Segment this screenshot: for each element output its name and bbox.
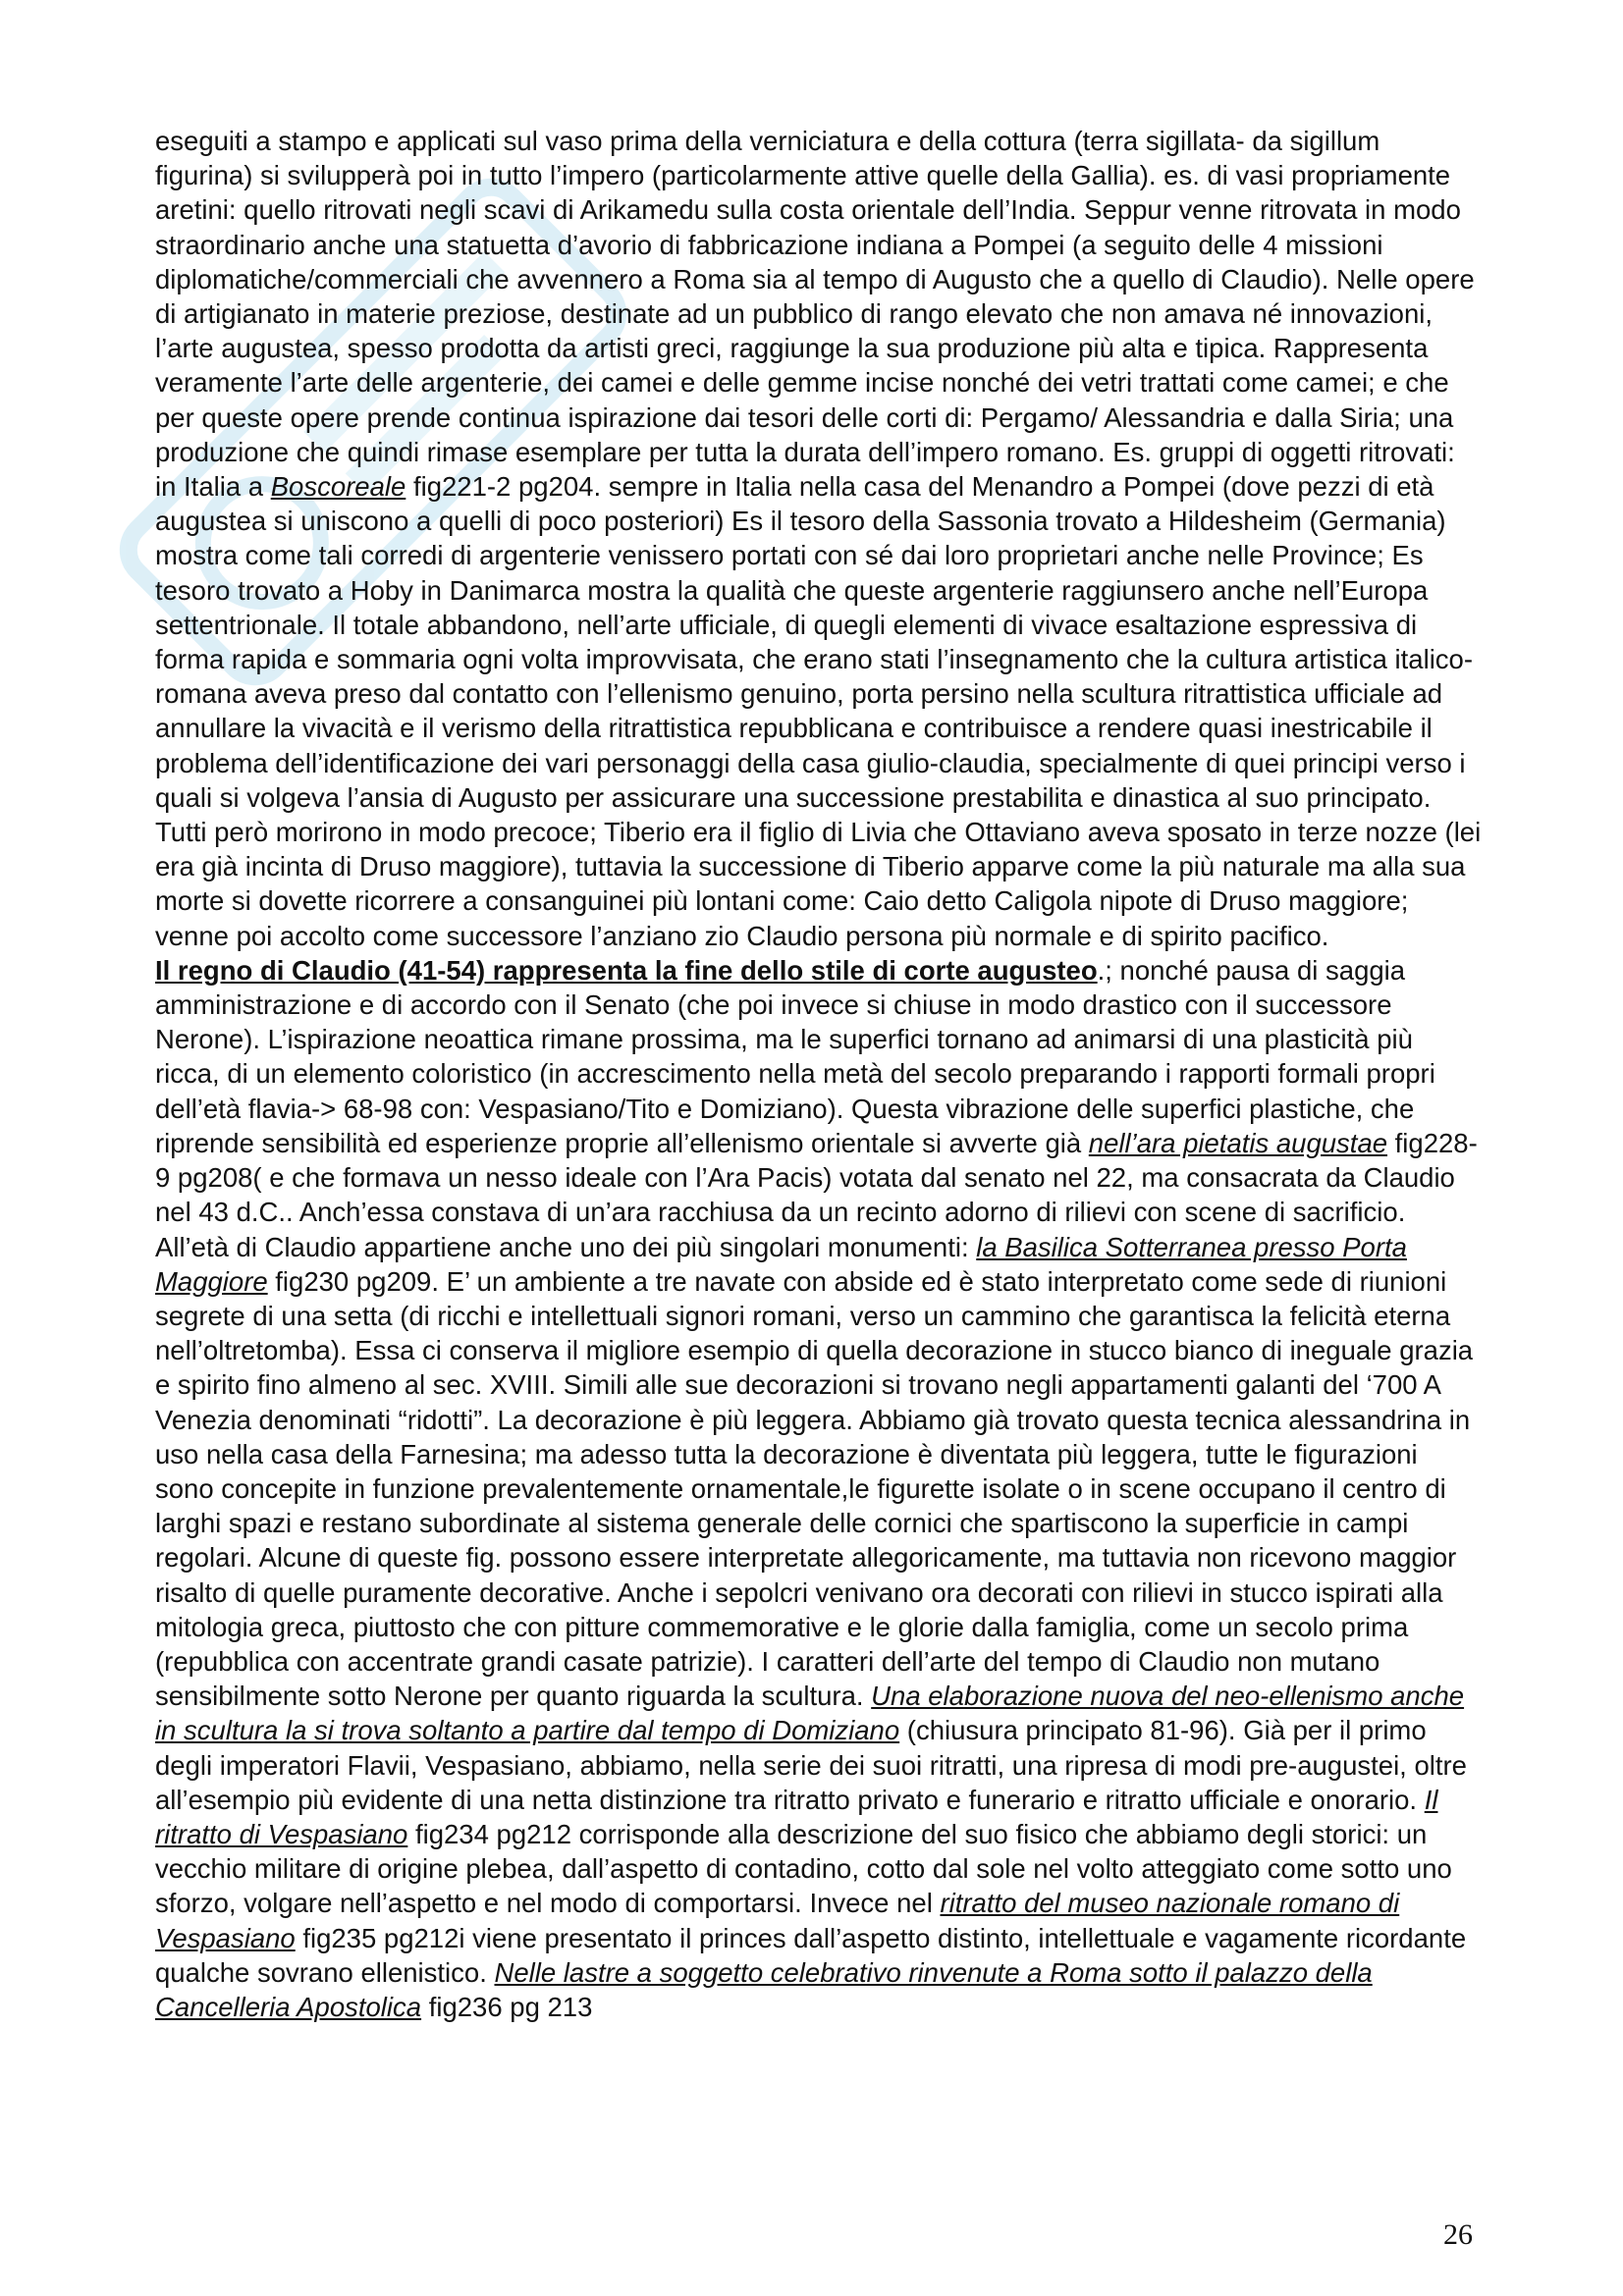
body-text: fig234 pg212 corrisponde alla descrizione del suo fisico che abbiamo degli storici: un vecchio militare di origine plebea, dall’aspetto di contadino, cotto dal sole nel volto atteggiato come sotto uno sforzo, volgare nell’aspetto e nel modo di comportarsi. Invece nel	[155, 1818, 1452, 1919]
page-number: 26	[1443, 2218, 1473, 2251]
body-text: fig221-2 pg204. sempre in Italia nella casa del Menandro a Pompei (dove pezzi di età augustea si uniscono a quelli di poco posteriori) Es il tesoro della Sassonia trovato a Hildesheim (Germania) mostra come tali corredi di argenterie venissero portati con sé dai loro proprietari anche nelle Province; Es tesoro trovato a Hoby in Danimarca mostra la qualità che queste argenterie raggiunsero anche nell’Europa settentrionale. Il totale abbandono, nell’arte ufficiale, di quegli elementi di vivace esaltazione espressiva di forma rapida e sommaria ogni volta improvvisata, che erano stati l’insegnamento che la cultura artistica italico-romana aveva preso dal contatto con l’ellenismo genuino, porta persino nella scultura ritrattistica ufficiale ad annullare la vivacità e il verismo della ritrattistica repubblicana e contribuisce a rendere quasi inestricabile il problema dell’identificazione dei vari personaggi della casa giulio-claudia, specialmente di quei principi verso i quali si volgeva l’ansia di Augusto per assicurare una successione prestabilita e dinastica al suo principato. Tutti però morirono in modo precoce; Tiberio era il figlio di Livia che Ottaviano aveva sposato in terze nozze (lei era già incinta di Druso maggiore), tuttavia la successione di Tiberio apparve come la più naturale ma alla sua morte si dovette ricorrere a consanguinei più lontani come: Caio detto Caligola nipote di Druso maggiore; venne poi accolto come successore l’anziano zio Claudio persona più normale e di spirito pacifico.	[155, 471, 1482, 951]
body-text: fig230 pg209. E’ un ambiente a tre navate con abside ed è stato interpretato come sede di riunioni segrete di una setta (di ricchi e intellettuali signori romani, verso un cammino che garantisca la felicità eterna nell’oltretomba). Essa ci conserva il migliore esempio di quella decorazione in stucco bianco di ineguale grazia e spirito fino almeno al sec. XVIII. Simili alle sue decorazioni si trovano negli appartamenti galanti del ‘700 A Venezia denominati “ridotti”. La decorazione è più leggera. Abbiamo già trovato questa tecnica alessandrina in uso nella casa della Farnesina; ma adesso tutta la decorazione è diventata più leggera, tutte le figurazioni sono concepite in funzione prevalentemente ornamentale,le figurette isolate o in scene occupano il centro di larghi spazi e restano subordinate al sistema generale delle cornici che spartiscono la superficie in campi regolari. Alcune di queste fig. possono essere interpretate allegoricamente, ma tuttavia non ricevono maggior risalto di quelle puramente decorative. Anche i sepolcri venivano ora decorati con rilievi in stucco ispirati alla mitologia greca, piuttosto che con pitture commemorative e le glorie dalla famiglia, come un secolo prima (repubblica con accentrate grandi casate patrizie). I caratteri dell’arte del tempo di Claudio non mutano sensibilmente sotto Nerone per quanto riguarda la scultura.	[155, 1265, 1474, 1712]
emphasis-text: nell’ara pietatis augustae	[1088, 1127, 1388, 1158]
paragraph	[155, 953, 1483, 1230]
paragraph	[155, 1230, 1483, 2025]
emphasis-text: Una elaborazione nuova del neo-ellenismo anche in scultura la si trova soltanto a partire dal tempo di Domiziano	[155, 1681, 1465, 1746]
document-body	[155, 124, 1483, 2024]
body-text: eseguiti a stampo e applicati sul vaso prima della verniciatura e della cottura (terra sigillata- da sigillum figurina) si svilupperà poi in tutto l’impero (particolarmente attive quelle della Gallia). es. di vasi propriamente aretini: quello ritrovati negli scavi di Arikamedu sulla costa orientale dell’India. Seppur venne ritrovata in modo straordinario anche una statuetta d’avorio di fabbricazione indiana a Pompei (a seguito delle 4 missioni diplomatiche/commerciali che avvennero a Roma sia al tempo di Augusto che a quello di Claudio). Nelle opere di artigianato in materie preziose, destinate ad un pubblico di rango elevato che non amava né innovazioni, l’arte augustea, spesso prodotta da artisti greci, raggiunge la sua produzione più alta e tipica. Rappresenta veramente l’arte delle argenterie, dei camei e delle gemme incise nonché dei vetri trattati come camei; e che per queste opere prende continua ispirazione dai tesori delle corti di: Pergamo/ Alessandria e dalla Siria; una produzione che quindi rimase esemplare per tutta la durata dell’impero romano. Es. gruppi di oggetti ritrovati: in Italia a	[155, 126, 1475, 503]
heading-text: Il regno di Claudio (41-54) rappresenta la fine dello stile di corte augusteo	[155, 954, 1098, 986]
body-text: All’età di Claudio appartiene anche uno dei più singolari monumenti:	[155, 1231, 977, 1262]
body-text: fig236 pg 213	[421, 1991, 593, 2022]
body-text: (chiusura principato 81-96). Già per il primo degli imperatori Flavii, Vespasiano, abbiamo, nella serie dei suoi ritratti, una ripresa di modi pre-augustei, oltre all’esempio più evidente di una netta distinzione tra ritratto privato e funerario e ritratto ufficiale e onorario.	[155, 1715, 1467, 1815]
paragraph	[155, 124, 1483, 953]
body-text: fig228-9 pg208( e che formava un nesso ideale con l’Ara Pacis) votata dal senato nel 22, ma consacrata da Claudio nel 43 d.C.. Anch’essa constava di un’ara racchiusa da un recinto adorno di rilievi con scene di sacrificio.	[155, 1127, 1478, 1228]
emphasis-text: Nelle lastre a soggetto celebrativo rinvenute a Roma sotto il palazzo della Cancelleria Apostolica	[155, 1956, 1373, 2022]
emphasis-text: ritratto del museo nazionale romano di Vespasiano	[155, 1888, 1400, 1953]
body-text: .; nonché pausa di saggia amministrazione e di accordo con il Senato (che poi invece si chiuse in modo drastico con il successore Nerone). L’ispirazione neoattica rimane prossima, ma le superfici tornano ad animarsi di una plasticità più ricca, di un elemento coloristico (in accrescimento nella metà del secolo preparando i rapporti formali propri dell’età flavia-> 68-98 con: Vespasiano/Tito e Domiziano). Questa vibrazione delle superfici plastiche, che riprende sensibilità ed esperienze proprie all’ellenismo orientale si avverte già	[155, 954, 1435, 1158]
emphasis-text: Il ritratto di Vespasiano	[155, 1784, 1438, 1849]
emphasis-text: Boscoreale	[270, 471, 406, 503]
emphasis-text: la Basilica Sotterranea presso Porta Maggiore	[155, 1231, 1407, 1297]
body-text: fig235 pg212i viene presentato il princes dall’aspetto distinto, intellettuale e vagamente ricordante qualche sovrano ellenistico.	[155, 1922, 1467, 1988]
